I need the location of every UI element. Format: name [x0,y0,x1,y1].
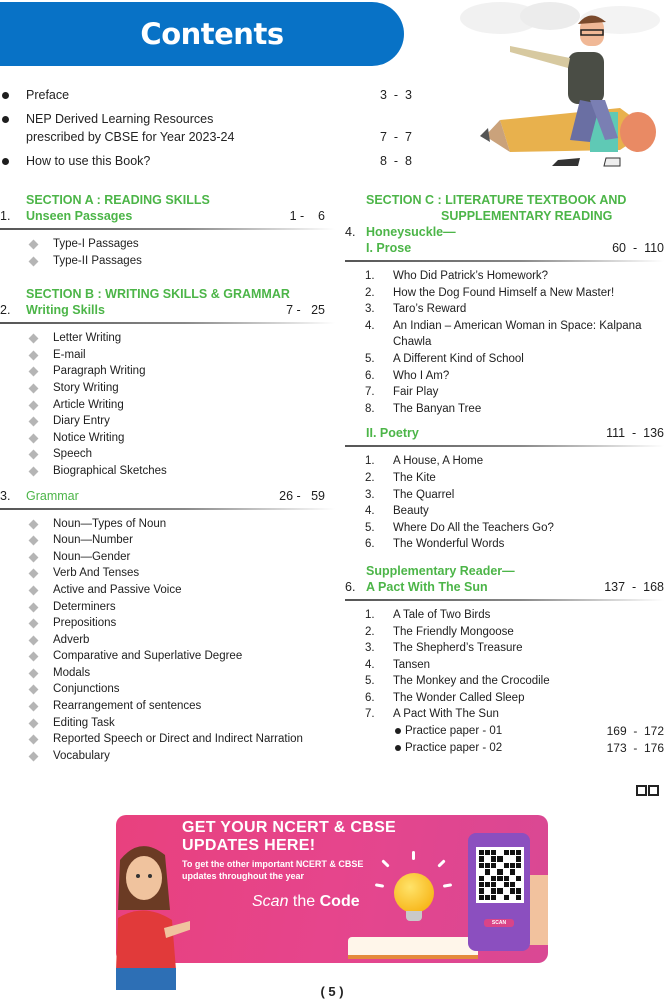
diamond-bullet-icon [29,569,39,579]
diamond-bullet-icon [29,552,39,562]
page-title: Contents [140,17,284,51]
page-range: 7 - 7 [380,130,412,144]
lightbulb-icon [394,873,434,913]
scan-the-code-text: Scan the Code [252,893,360,910]
diamond-bullet-icon [29,702,39,712]
diamond-bullet-icon [29,718,39,728]
list-item[interactable]: Determiners [0,599,335,616]
page-range: 60 - 110 [612,241,664,255]
page-range: 8 - 8 [380,154,412,168]
phone-scan-button: SCAN [484,919,514,927]
list-item[interactable]: 8. The Banyan Tree [365,402,482,415]
bullet-icon [2,116,9,123]
diamond-bullet-icon [29,384,39,394]
diamond-bullet-icon [29,240,39,250]
chapter-supplementary-reader[interactable]: 6. Supplementary Reader— A Pact With The Sun 137 - 168 [345,563,664,594]
chapter-writing-skills[interactable]: 2. Writing Skills 7 - 25 [0,303,325,318]
bullet-icon [395,728,401,734]
light-ray [412,851,415,860]
qr-code[interactable] [476,847,524,903]
diamond-bullet-icon [29,685,39,695]
divider [0,322,335,324]
page-number: ( 5 ) [320,984,344,999]
grammar-topics [0,516,335,765]
promo-subtext: To get the other important NCERT & CBSE updates throughout the year [182,859,364,881]
page-range: 26 - 59 [279,488,325,503]
list-item[interactable]: 1. A Tale of Two Birds [365,608,491,621]
chapter-poetry[interactable]: II. Poetry 111 - 136 [366,426,664,441]
diamond-bullet-icon [29,619,39,629]
chapter-grammar[interactable]: 3. Grammar 26 - 59 [0,488,325,503]
diamond-bullet-icon [29,735,39,745]
open-book-icon [348,937,478,959]
diamond-bullet-icon [29,400,39,410]
diamond-bullet-icon [29,466,39,476]
list-item[interactable]: Speech [0,446,335,463]
list-item[interactable]: Adverb [0,632,335,649]
page-range: 7 - 25 [286,303,325,318]
list-item[interactable]: 5. Where Do All the Teachers Go? [365,521,554,534]
prelim-item-preface[interactable]: Preface 3 - 3 [0,86,420,104]
list-item[interactable]: 6. The Wonder Called Sleep [365,691,525,704]
practice-paper-02[interactable]: Practice paper - 02 173 - 176 [345,740,664,757]
girl-pointing-illustration [110,840,190,990]
list-item[interactable]: Prepositions [0,615,335,632]
bullet-icon [395,745,401,751]
section-a-heading: SECTION A : READING SKILLS [26,193,210,207]
list-item[interactable]: Noun—Number [0,532,335,549]
diamond-bullet-icon [29,334,39,344]
contents-header-banner [0,2,404,66]
diamond-bullet-icon [29,536,39,546]
list-item[interactable]: 3. The Quarrel [365,488,455,501]
bullet-icon [2,92,9,99]
list-item[interactable]: Noun—Gender [0,549,335,566]
poetry-chapters [345,453,664,553]
list-item[interactable]: Editing Task [0,715,335,732]
light-ray [437,859,445,867]
list-item[interactable]: Type-II Passages [0,253,335,270]
diamond-bullet-icon [29,256,39,266]
chapter-unseen-passages[interactable]: 1. Unseen Passages 1 - 6 [0,209,325,223]
list-item[interactable]: 6. Who I Am? [365,369,450,382]
diamond-bullet-icon [29,350,39,360]
diamond-bullet-icon [29,668,39,678]
divider [345,599,664,601]
divider [0,228,335,230]
list-item[interactable]: Conjunctions [0,681,335,698]
diamond-bullet-icon [29,585,39,595]
list-item[interactable]: Notice Writing [0,430,335,447]
list-item[interactable]: Rearrangement of sentences [0,698,335,715]
section-c-heading: SECTION C : LITERATURE TEXTBOOK AND SUPPLEMENTARY READING [366,193,627,223]
page-range: 111 - 136 [606,426,664,441]
divider [345,260,664,262]
list-item[interactable]: 1. A House, A Home [365,455,484,468]
list-item[interactable]: Verb And Tenses [0,565,335,582]
reading-skills-topics [0,236,335,269]
list-item[interactable]: 4. Tansen [365,658,431,671]
list-item[interactable]: Noun—Types of Noun [0,516,335,533]
page-range: 3 - 3 [380,88,412,102]
list-item[interactable]: Active and Passive Voice [0,582,335,599]
list-item[interactable]: Reported Speech or Direct and Indirect Narration [0,731,335,748]
list-item[interactable]: 5. The Monkey and the Crocodile [365,675,550,688]
contents-left-column [0,192,335,764]
list-item[interactable]: 5. A Different Kind of School [365,352,524,365]
list-item[interactable]: 4. An Indian – American Woman in Space: Kalpana Chawla [365,319,642,349]
list-item[interactable]: Vocabulary [0,748,335,765]
list-item[interactable]: Article Writing [0,397,335,414]
bullet-icon [2,158,9,165]
diamond-bullet-icon [29,635,39,645]
writing-skills-topics [0,330,335,479]
prose-chapters [345,268,664,417]
lightbulb-base [406,911,422,921]
list-item[interactable]: Modals [0,665,335,682]
list-item[interactable]: Comparative and Superlative Degree [0,648,335,665]
diamond-bullet-icon [29,417,39,427]
chapter-honeysuckle-prose[interactable]: 4. Honeysuckle— I. Prose 60 - 110 [345,225,664,255]
page-range: 169 - 172 [606,724,664,739]
list-item[interactable]: E-mail [0,347,335,364]
list-item[interactable]: 6. The Wonderful Words [365,538,505,551]
divider [0,508,335,510]
list-item[interactable]: Paragraph Writing [0,363,335,380]
prelim-item-nep-resources[interactable]: NEP Derived Learning Resources prescribed by CBSE for Year 2023-24 7 - 7 [0,110,420,146]
diamond-bullet-icon [29,433,39,443]
light-ray [443,883,452,888]
list-item[interactable]: Biographical Sketches [0,463,335,480]
practice-paper-01[interactable]: Practice paper - 01 169 - 172 [345,723,664,740]
list-item[interactable]: 3. Taro’s Reward [365,303,467,316]
diamond-bullet-icon [29,602,39,612]
diamond-bullet-icon [29,751,39,761]
preliminary-pages-list [0,86,420,170]
list-item[interactable]: 2. How the Dog Found Himself a New Master! [365,286,615,299]
diamond-bullet-icon [29,450,39,460]
diamond-bullet-icon [29,367,39,377]
list-item[interactable]: Diary Entry [0,413,335,430]
light-ray [381,859,389,867]
prelim-item-how-to-use[interactable]: How to use this Book? 8 - 8 [0,152,420,170]
list-item[interactable]: 4. Beauty [365,505,429,518]
section-b-heading: SECTION B : WRITING SKILLS & GRAMMAR [26,287,290,302]
list-item[interactable]: 3. The Shepherd’s Treasure [365,642,523,655]
list-item[interactable]: 2. The Kite [365,471,436,484]
light-ray [375,883,384,888]
list-item[interactable]: 7. A Pact With The Sun [365,708,499,721]
list-item[interactable]: Story Writing [0,380,335,397]
diamond-bullet-icon [29,652,39,662]
list-item[interactable]: Type-I Passages [0,236,335,253]
page-range: 137 - 168 [604,579,664,594]
contents-right-column [345,192,664,756]
divider [345,445,664,447]
promo-headline: GET YOUR NCERT & CBSE UPDATES HERE! [182,819,397,854]
end-of-section-mark-icon [636,785,659,796]
supplementary-chapters [345,607,664,756]
list-item[interactable]: 1. Who Did Patrick’s Homework? [365,270,549,282]
list-item[interactable]: 2. The Friendly Mongoose [365,625,514,638]
diamond-bullet-icon [29,519,39,529]
list-item[interactable]: Letter Writing [0,330,335,347]
list-item[interactable]: 7. Fair Play [365,386,439,399]
page-range: 1 - 6 [289,209,325,223]
boy-on-pencil-illustration [440,0,664,175]
page-range: 173 - 176 [606,740,664,755]
